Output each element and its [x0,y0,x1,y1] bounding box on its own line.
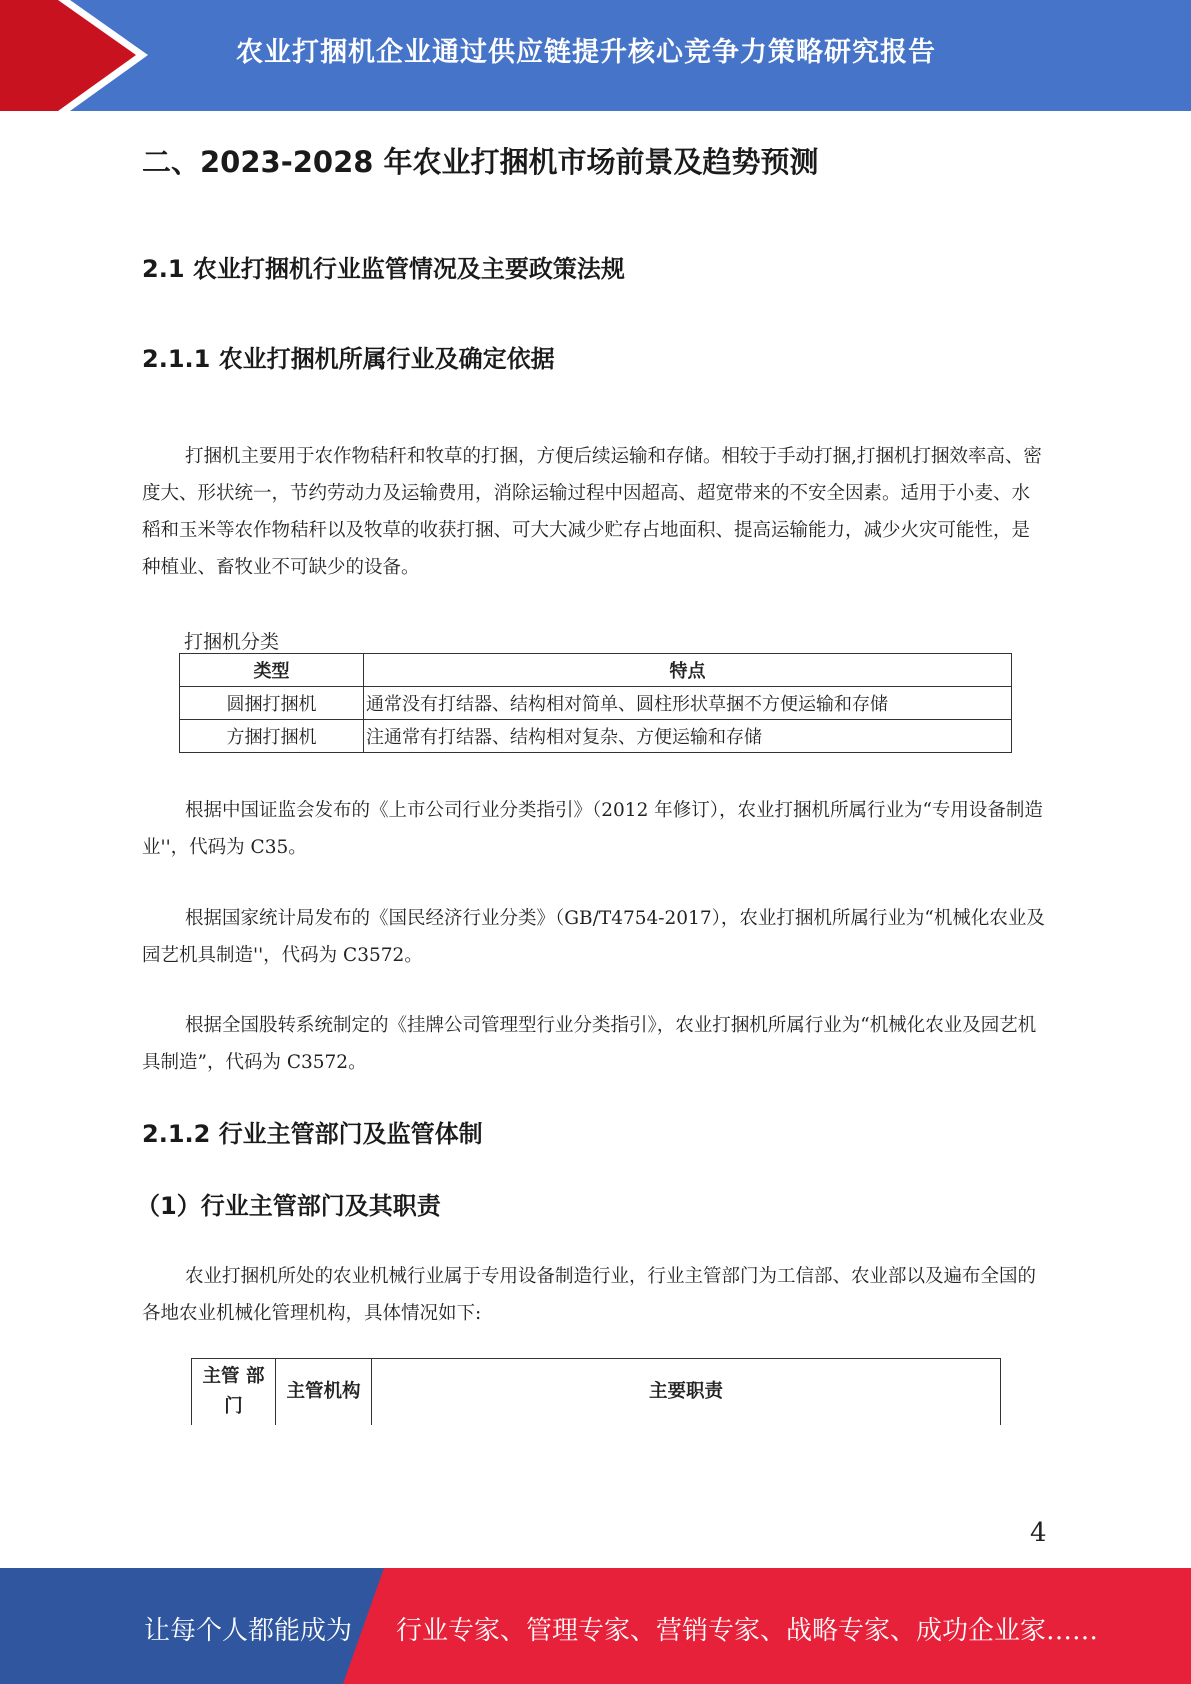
table-row [180,687,1012,720]
authority-table [191,1358,1001,1425]
csrc-classification-paragraph: 根据中国证监会发布的《上市公司行业分类指引》（2012 年修订），农业打捆机所属行业为“专用设备制造业''，代码为 C35。 [142,800,1043,858]
table-header-cell: 主管机构 [276,1359,372,1426]
table-caption: 打捆机分类 [184,631,280,653]
intro-paragraph: 打捆机主要用于农作物秸秆和牧草的打捆，方便后续运输和存储。相较于手动打捆,打捆机打捆效率高、密度大、形状统一，节约劳动力及运输费用，消除运输过程中因超高、超宽带来的不安全因素。适用于小麦、水稻和玉米等农作物秸秆以及牧草的收获打捆、可大大减少贮存占地面积、提高运输能力，减少火灾可能性，是种植业、畜牧业不可缺少的设备。 [142,446,1042,578]
table-header-cell: 特点 [364,654,1012,687]
section-2-1-1-heading: 2.1.1 农业打捆机所属行业及确定依据 [142,345,555,373]
nbs-classification-paragraph: 根据国家统计局发布的《国民经济行业分类》（GB/T4754-2017），农业打捆机所属行业为“机械化农业及园艺机具制造''，代码为 C3572。 [142,908,1045,966]
table-cell: 注通常有打结器、结构相对复杂、方便运输和存储 [364,720,1012,753]
table-header-row [192,1359,1001,1426]
table-header-cell: 主要职责 [372,1359,1001,1426]
footer-slogan-left: 让每个人都能成为 [144,1616,353,1646]
table-cell: 圆捆打捆机 [180,687,364,720]
neeq-classification-paragraph: 根据全国股转系统制定的《挂牌公司管理型行业分类指引》，农业打捆机所属行业为“机械化农业及园艺机具制造”，代码为 C3572。 [142,1015,1037,1073]
header-banner [0,0,1191,111]
section-2-1-2-heading: 2.1.2 行业主管部门及监管体制 [142,1120,483,1148]
department-paragraph: 农业打捆机所处的农业机械行业属于专用设备制造行业，行业主管部门为工信部、农业部以及遍布全国的各地农业机械化管理机构，具体情况如下: [142,1266,1037,1324]
table-header-cell: 主管 部门 [192,1359,276,1426]
subsection-1-heading: （1）行业主管部门及其职责 [136,1192,441,1220]
section-2-1-heading: 2.1 农业打捆机行业监管情况及主要政策法规 [142,255,625,283]
table-cell: 通常没有打结器、结构相对简单、圆柱形状草捆不方便运输和存储 [364,687,1012,720]
table-header-cell: 类型 [180,654,364,687]
footer-slogan-right: 行业专家、管理专家、营销专家、战略专家、成功企业家…… [396,1616,1099,1646]
report-title: 农业打捆机企业通过供应链提升核心竞争力策略研究报告 [236,37,936,68]
baler-classification-table [179,653,1012,753]
page-number: 4 [1030,1518,1047,1548]
table-header-row [180,654,1012,687]
section-title: 二、2023-2028 年农业打捆机市场前景及趋势预测 [142,145,819,179]
table-row [180,720,1012,753]
table-cell: 方捆打捆机 [180,720,364,753]
